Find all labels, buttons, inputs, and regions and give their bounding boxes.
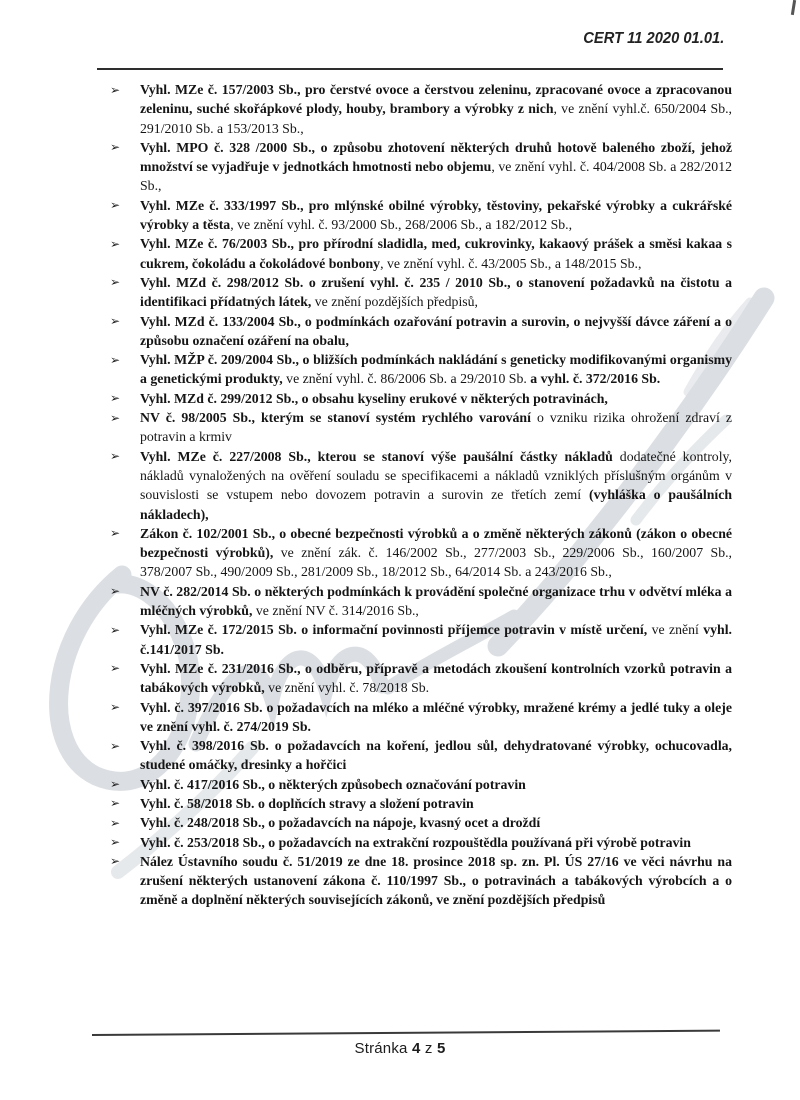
list-item: [92, 196, 732, 235]
list-item: [92, 698, 732, 737]
list-item: [92, 794, 732, 813]
list-item-text: Vyhl. MZe č. 157/2003 Sb., pro čerstvé ovoce a čerstvou zeleninu, zpracované ovoce a zpracovanou zeleninu, suché skořápkové plody, houby, brambory a výrobky z nich, ve znění vyhl.č. 650/2004 Sb., 291/2010 Sb. a 153/2013 Sb.,: [140, 82, 732, 136]
list-item-text: Vyhl. MZe č. 76/2003 Sb., pro přírodní sladidla, med, cukrovinky, kakaový prášek a směsi kakaa s cukrem, čokoládu a čokoládové bonbony, ve znění vyhl. č. 43/2005 Sb., a 148/2015 Sb.,: [140, 236, 732, 271]
list-item-text: NV č. 98/2005 Sb., kterým se stanoví systém rychlého varování o vzniku rizika ohrožení zdraví z potravin a krmiv: [140, 410, 732, 445]
list-item-text: Vyhl. č. 397/2016 Sb. o požadavcích na mléko a mléčné výrobky, mražené krémy a jedlé tuky a oleje ve znění vyhl. č. 274/2019 Sb.: [140, 699, 732, 734]
list-item-text: Vyhl. MZd č. 133/2004 Sb., o podmínkách ozařování potravin a surovin, o nejvyšší dávce záření a o způsobu označení ozáření na obalu,: [140, 313, 732, 348]
list-item: [92, 389, 732, 408]
arrow-bullet-icon: ➢: [110, 82, 121, 97]
arrow-bullet-icon: ➢: [110, 796, 121, 811]
list-item-text: Vyhl. MZd č. 299/2012 Sb., o obsahu kyseliny erukové v některých potravinách,: [140, 390, 608, 406]
arrow-bullet-icon: ➢: [110, 622, 121, 637]
arrow-bullet-icon: ➢: [110, 854, 121, 869]
list-item-text: Vyhl. č. 248/2018 Sb., o požadavcích na nápoje, kvasný ocet a droždí: [140, 815, 541, 831]
arrow-bullet-icon: ➢: [110, 391, 121, 406]
arrow-bullet-icon: ➢: [110, 700, 121, 714]
regulation-list: [92, 80, 732, 910]
list-item-text: Nález Ústavního soudu č. 51/2019 ze dne 18. prosince 2018 sp. zn. Pl. ÚS 27/16 ve věci návrhu na zrušení některých ustanovení zákona č. 110/1997 Sb., o potravinách a tabákových výrobcích a o změně a doplnění některých souvisejících zákonů, ve znění pozdějších předpisů: [140, 853, 732, 908]
arrow-bullet-icon: ➢: [110, 140, 121, 155]
list-item-text: Vyhl. MŽP č. 209/2004 Sb., o bližších podmínkách nakládání s geneticky modifikovanými organismy a genetickými produkty, ve znění vyhl. č. 86/2006 Sb. a 29/2010 Sb. a vyhl. č. 372/2016 Sb.: [140, 352, 732, 387]
list-item: [92, 813, 732, 832]
list-item-text: Vyhl. MZe č. 172/2015 Sb. o informační povinnosti příjemce potravin v místě určení, ve znění vyhl. č.141/2017 Sb.: [140, 622, 732, 657]
arrow-bullet-icon: ➢: [110, 352, 121, 367]
list-item: [92, 273, 732, 312]
list-item-text: Vyhl. č. 58/2018 Sb. o doplňcích stravy a složení potravin: [140, 795, 474, 811]
list-item: [92, 775, 732, 794]
list-item: [92, 620, 732, 659]
list-item: [92, 833, 732, 852]
list-item-text: Vyhl. MPO č. 328 /2000 Sb., o způsobu zhotovení některých druhů hotově baleného zboží, jehož množství se vyjadřuje v jednotkách hmotnosti nebo objemu, ve znění vyhl. č. 404/2008 Sb. a 282/2012 Sb.,: [140, 139, 732, 194]
arrow-bullet-icon: ➢: [110, 449, 121, 464]
document-code: CERT 11 2020 01.01.: [582, 30, 724, 47]
list-item-text: Vyhl. č. 417/2016 Sb., o některých způsobech označování potravin: [140, 776, 526, 792]
list-item: [92, 350, 732, 389]
list-item: [92, 312, 732, 351]
list-item-text: Vyhl. č. 253/2018 Sb., o požadavcích na extrakční rozpouštědla používaná při výrobě potravin: [140, 834, 691, 850]
list-item-text: Vyhl. MZd č. 298/2012 Sb. o zrušení vyhl. č. 235 / 2010 Sb., o stanovení požadavků na čistotu a identifikaci přídatných látek, ve znění pozdějších předpisů,: [140, 274, 732, 310]
list-item-text: Zákon č. 102/2001 Sb., o obecné bezpečnosti výrobků a o změně některých zákonů (zákon o obecné bezpečnosti výrobků), ve znění zák. č. 146/2002 Sb., 277/2003 Sb., 229/2006 Sb., 160/2007 Sb., 378/2007 Sb., 490/2009 Sb., 281/2009 Sb., 18/2012 Sb., 64/2014 Sb. a 243/2016 Sb.,: [140, 525, 733, 580]
list-item-text: Vyhl. č. 398/2016 Sb. o požadavcích na koření, jedlou sůl, dehydratované výrobky, ochucovadla, studené omáčky, dresinky a hořčici: [140, 738, 732, 773]
list-item: [92, 408, 732, 447]
arrow-bullet-icon: ➢: [110, 738, 121, 753]
arrow-bullet-icon: ➢: [110, 410, 121, 425]
list-item: [92, 138, 732, 196]
list-item: [92, 80, 732, 138]
list-item-text: Vyhl. MZe č. 333/1997 Sb., pro mlýnské obilné výrobky, těstoviny, pekařské výrobky a cukrářské výrobky a těsta, ve znění vyhl. č. 93/2000 Sb., 268/2006 Sb., a 182/2012 Sb.,: [140, 197, 732, 233]
arrow-bullet-icon: ➢: [110, 236, 121, 251]
arrow-bullet-icon: ➢: [110, 526, 121, 541]
footer-rule: [92, 1030, 720, 1036]
list-item: [92, 736, 732, 775]
list-item: [92, 524, 732, 582]
arrow-bullet-icon: ➢: [110, 661, 121, 676]
arrow-bullet-icon: ➢: [110, 275, 121, 290]
list-item-text: Vyhl. MZe č. 231/2016 Sb., o odběru, přípravě a metodách zkoušení kontrolních vzorků potravin a tabákových výrobků, ve znění vyhl. č. 78/2018 Sb.: [140, 660, 732, 696]
arrow-bullet-icon: ➢: [110, 835, 121, 850]
list-item-text: Vyhl. MZe č. 227/2008 Sb., kterou se stanoví výše paušální částky nákladů dodatečné kontroly, nákladů vynaložených na ověření souladu se specifikacemi a nákladů vzniklých příslušným orgánům v souvislosti se vstupem nebo dovozem potravin a surovin ze třetích zemí (vyhláška o paušálních nákladech),: [140, 448, 732, 522]
arrow-bullet-icon: ➢: [110, 777, 121, 792]
arrow-bullet-icon: ➢: [110, 815, 121, 830]
list-item: [92, 234, 732, 273]
list-item: [92, 447, 732, 524]
list-item-text: NV č. 282/2014 Sb. o některých podmínkách k provádění společné organizace trhu v odvětví mléka a mléčných výrobků, ve znění NV č. 314/2016 Sb.,: [140, 583, 732, 619]
arrow-bullet-icon: ➢: [110, 314, 121, 329]
page-number: Stránka 4 z 5: [354, 1040, 446, 1057]
list-item: [92, 852, 732, 910]
list-item: [92, 659, 732, 698]
header-rule: [97, 68, 723, 70]
scan-artifact: [791, 0, 796, 15]
arrow-bullet-icon: ➢: [110, 584, 121, 599]
list-item: [92, 582, 732, 621]
arrow-bullet-icon: ➢: [110, 198, 121, 213]
